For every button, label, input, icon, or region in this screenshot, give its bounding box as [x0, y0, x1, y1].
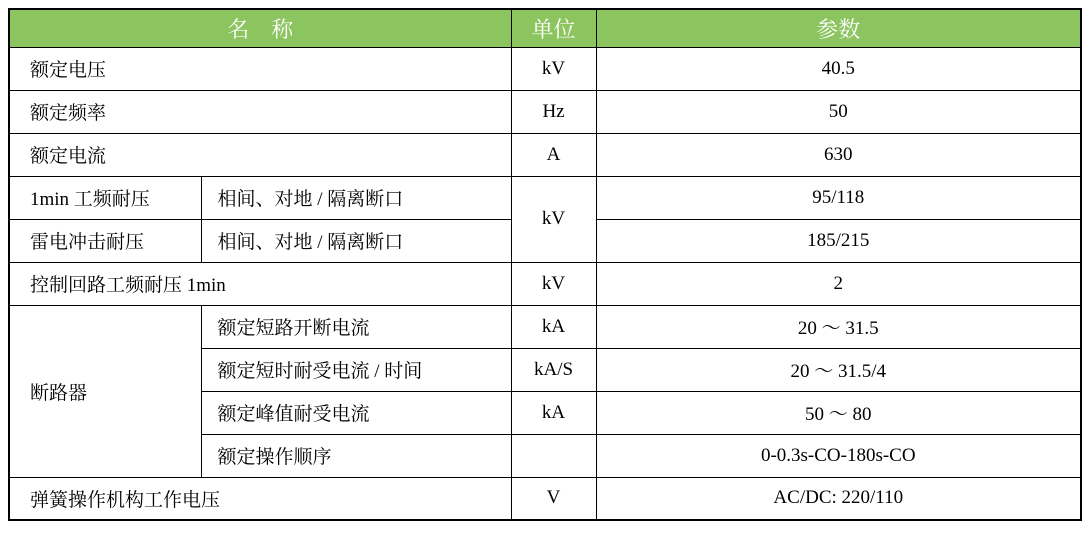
header-unit: 单位 [511, 9, 596, 47]
table-row [9, 262, 1081, 305]
row-label-cell: 控制回路工频耐压 1min [9, 262, 511, 305]
unit-cell: kV [511, 262, 596, 305]
param-cell: 0-0.3s-CO-180s-CO [596, 434, 1081, 477]
param-cell: 20 ～ 31.5 [596, 305, 1081, 348]
param-cell: AC/DC: 220/110 [596, 477, 1081, 520]
row-sub-cell: 额定短时耐受电流 / 时间 [201, 348, 511, 391]
param-cell: 50 ～ 80 [596, 391, 1081, 434]
row-label-cell: 断路器 [9, 305, 201, 477]
param-cell: 40.5 [596, 47, 1081, 90]
row-sub-cell: 额定峰值耐受电流 [201, 391, 511, 434]
row-label-cell: 额定电压 [9, 47, 511, 90]
spec-table [8, 8, 1082, 521]
param-cell: 185/215 [596, 219, 1081, 262]
header-param: 参数 [596, 9, 1081, 47]
param-cell: 95/118 [596, 176, 1081, 219]
unit-cell [511, 434, 596, 477]
table-row [9, 133, 1081, 176]
table-row [9, 305, 1081, 348]
unit-cell: A [511, 133, 596, 176]
table-row [9, 90, 1081, 133]
table-row [9, 176, 1081, 219]
unit-cell: Hz [511, 90, 596, 133]
unit-cell: kA/S [511, 348, 596, 391]
row-label-cell: 弹簧操作机构工作电压 [9, 477, 511, 520]
row-label-cell: 额定频率 [9, 90, 511, 133]
unit-cell: kA [511, 305, 596, 348]
param-cell: 50 [596, 90, 1081, 133]
table-row [9, 47, 1081, 90]
unit-cell: V [511, 477, 596, 520]
row-sub-cell: 相间、对地 / 隔离断口 [201, 176, 511, 219]
param-cell: 2 [596, 262, 1081, 305]
header-name: 名 称 [9, 9, 511, 47]
param-cell: 630 [596, 133, 1081, 176]
row-label-cell: 1min 工频耐压 [9, 176, 201, 219]
row-sub-cell: 额定短路开断电流 [201, 305, 511, 348]
row-label-cell: 雷电冲击耐压 [9, 219, 201, 262]
header-row [9, 9, 1081, 47]
row-sub-cell: 相间、对地 / 隔离断口 [201, 219, 511, 262]
row-sub-cell: 额定操作顺序 [201, 434, 511, 477]
unit-cell: kA [511, 391, 596, 434]
param-cell: 20 ～ 31.5/4 [596, 348, 1081, 391]
unit-cell: kV [511, 176, 596, 262]
row-label-cell: 额定电流 [9, 133, 511, 176]
unit-cell: kV [511, 47, 596, 90]
table-row [9, 477, 1081, 520]
